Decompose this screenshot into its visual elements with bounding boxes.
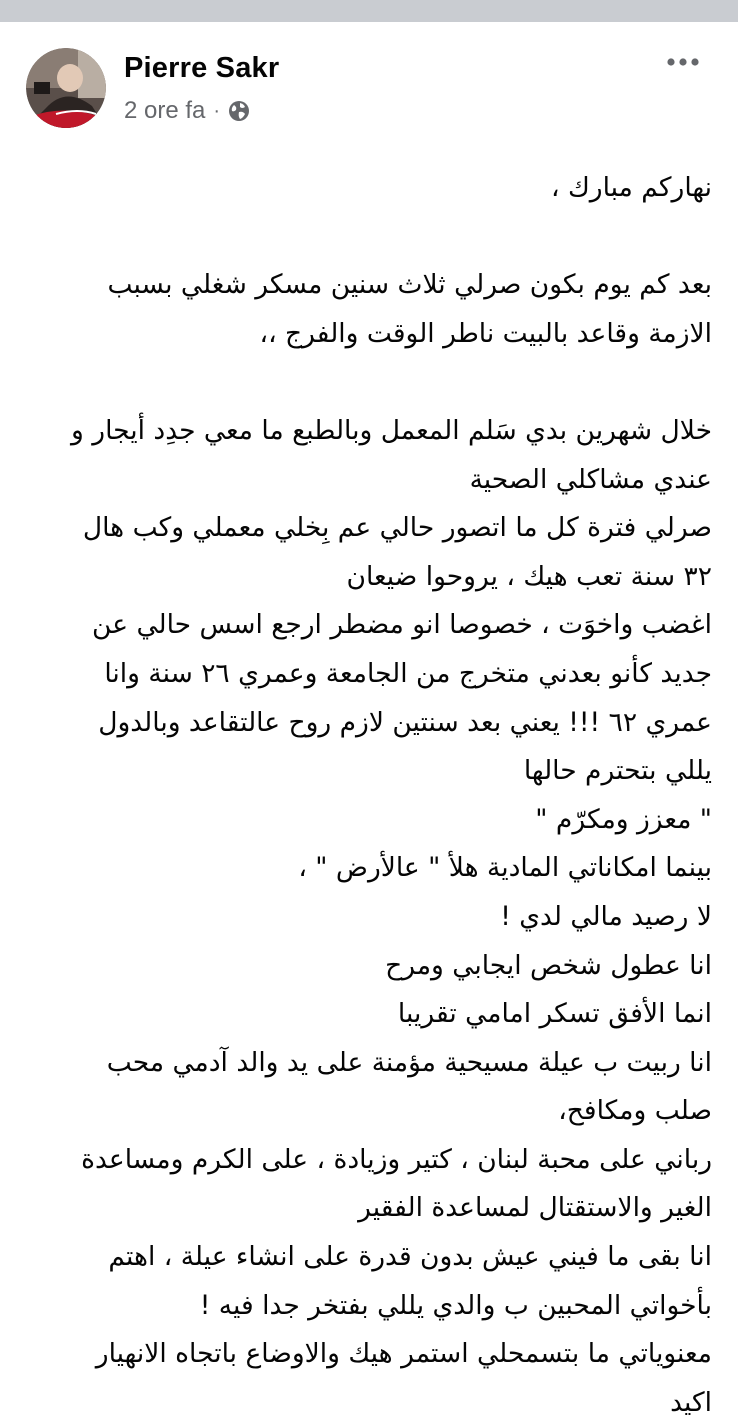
post-text (40, 164, 712, 1427)
post-text-line: انا ربيت ب عيلة مسيحية مؤمنة على يد والد آدمي محب (106, 1046, 712, 1078)
post-text-line: انا عطول شخص ايجابي ومرح (385, 949, 712, 981)
post-time[interactable]: 2 ore fa (124, 97, 206, 124)
post-text-line: يللي بتحترم حالها (523, 755, 712, 787)
avatar-image (26, 48, 106, 128)
meta-separator: · (213, 99, 221, 122)
post-text-line: ٣٢ سنة تعب هيك ، يروحوا ضيعان (346, 560, 712, 592)
post-text-line: الازمة وقاعد بالبيت ناطر الوقت والفرج ،، (259, 317, 712, 349)
avatar[interactable] (26, 48, 106, 128)
post-text-line: صلب ومكافح، (558, 1095, 712, 1127)
post-text-line: لا رصيد مالي لدي ! (500, 900, 712, 932)
top-separator-bar (0, 0, 738, 22)
post-text-line: صرلي فترة كل ما اتصور حالي عم بِخلي معملي وكب هال (82, 512, 712, 544)
blank-line (40, 358, 712, 407)
post-text-line: انا بقى ما فيني عيش بدون قدرة على انشاء عيلة ، اهتم (108, 1241, 712, 1273)
post-text-line: بينما امكاناتي المادية هلأ " عالأرض " ، (298, 852, 712, 884)
post-text-line: انما الأفق تسكر امامي تقريبا (397, 998, 712, 1030)
post-text-line: جديد كأنو بعدني متخرج من الجامعة وعمري ٢٦ سنة وانا (104, 657, 712, 689)
author-name[interactable]: Pierre Sakr (124, 52, 280, 84)
post-meta (124, 96, 250, 126)
post-text-line: عندي مشاكلي الصحية (469, 463, 712, 495)
post-text-line: بأخواتي المحبين ب والدي يللي بفتخر جدا فيه ! (199, 1289, 712, 1321)
post-text-line: خلال شهرين بدي سَلم المعمل وبالطبع ما معي جدِد أيجار و (71, 414, 712, 446)
post-text-line: معنوياتي ما بتسمحلي استمر هيك والاوضاع باتجاه الانهيار (95, 1338, 712, 1370)
post-text-line: نهاركم مبارك ، (550, 172, 712, 203)
post-text-line: اكيد (670, 1386, 712, 1418)
post-card (0, 22, 738, 1418)
post-text-line: " معزز ومكرّم " (535, 803, 712, 835)
blank-line (40, 213, 712, 262)
post-text-line: اغضب واخوَت ، خصوصا انو مضطر ارجع اسس حالي عن (92, 609, 712, 641)
more-options-icon[interactable] (666, 52, 700, 72)
post-text-line: الغير والاستقتال لمساعدة الفقير (358, 1192, 712, 1224)
post-text-line: رباني على محبة لبنان ، كتير وزيادة ، على الكرم ومساعدة (81, 1143, 712, 1175)
post-text-line: بعد كم يوم بكون صرلي ثلاث سنين مسكر شغلي بسبب (107, 269, 712, 301)
globe-icon[interactable] (228, 100, 250, 122)
post-text-line: عمري ٦٢ !!! يعني بعد سنتين لازم روح عالتقاعد وبالدول (98, 706, 712, 738)
